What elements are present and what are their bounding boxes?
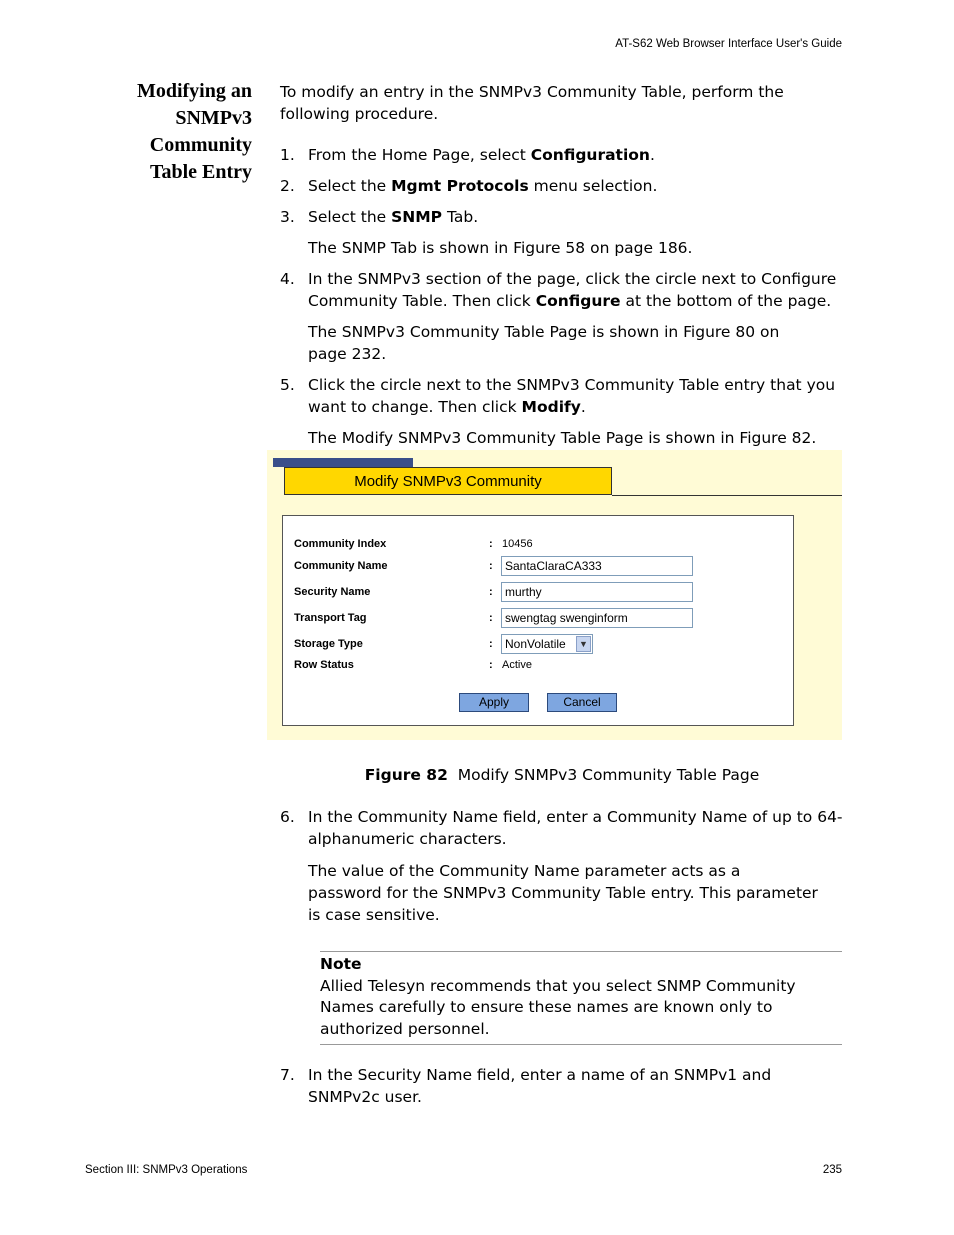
step-number: 3. <box>280 208 295 226</box>
step-4-note: The SNMPv3 Community Table Page is shown in Figure 80 on page 232. <box>308 323 780 363</box>
figure-caption: Figure 82 Modify SNMPv3 Community Table Page <box>364 766 760 784</box>
page-number: 235 <box>822 1164 842 1176</box>
step-5: Click the circle next to the SNMPv3 Community Table entry that you want to change. Then click Modify. <box>308 376 836 416</box>
step-2: Select the Mgmt Protocols menu selection. <box>308 177 658 195</box>
storage-type-value: NonVolatile <box>505 637 566 651</box>
colon: : <box>489 586 493 598</box>
chevron-down-icon[interactable]: ▼ <box>576 636 591 652</box>
running-header: AT-S62 Web Browser Interface User's Guide <box>615 38 842 50</box>
apply-button[interactable]: Apply <box>459 693 529 712</box>
section-title <box>80 78 252 186</box>
transport-tag-label: Transport Tag <box>294 612 367 624</box>
colon: : <box>489 638 493 650</box>
community-index-value: 10456 <box>502 538 533 550</box>
step-6-note: The value of the Community Name parameter acts as a password for the SNMPv3 Community Table entry. This parameter is case sensitive. <box>308 862 818 924</box>
row-status-label: Row Status <box>294 659 354 671</box>
community-name-label: Community Name <box>294 560 388 572</box>
row-status-value: Active <box>502 659 532 671</box>
tab-divider <box>612 495 842 496</box>
tab-modify-snmpv3-community[interactable]: Modify SNMPv3 Community <box>284 467 612 495</box>
transport-tag-field[interactable]: swengtag swenginform <box>501 608 693 628</box>
community-name-field[interactable]: SantaClaraCA333 <box>501 556 693 576</box>
tab-bar <box>273 458 413 467</box>
step-number: 7. <box>280 1066 295 1084</box>
step-3: Select the SNMP Tab. <box>308 208 479 226</box>
step-6: In the Community Name field, enter a Community Name of up to 64-alphanumeric characters. <box>308 808 843 848</box>
section-title-line: SNMPv3 <box>175 107 252 129</box>
community-index-label: Community Index <box>294 538 387 550</box>
note-box <box>320 951 842 1045</box>
security-name-label: Security Name <box>294 586 371 598</box>
form-panel <box>282 515 794 726</box>
colon: : <box>489 659 493 671</box>
intro-paragraph: To modify an entry in the SNMPv3 Community Table, perform the following procedure. <box>280 83 784 123</box>
step-number: 1. <box>280 146 295 164</box>
step-7: In the Security Name field, enter a name of an SNMPv1 and SNMPv2c user. <box>308 1066 772 1106</box>
colon: : <box>489 612 493 624</box>
step-number: 6. <box>280 808 295 826</box>
colon: : <box>489 560 493 572</box>
step-number: 5. <box>280 376 295 394</box>
colon: : <box>489 538 493 550</box>
step-number: 4. <box>280 270 295 288</box>
step-4: In the SNMPv3 section of the page, click the circle next to Configure Community Table. Then click Configure at the bottom of the page. <box>308 270 837 310</box>
step-number: 2. <box>280 177 295 195</box>
security-name-field[interactable]: murthy <box>501 582 693 602</box>
storage-type-select[interactable] <box>501 634 593 654</box>
step-5-note: The Modify SNMPv3 Community Table Page is shown in Figure 82. <box>308 429 817 447</box>
section-title-line: Modifying an <box>136 80 252 102</box>
cancel-button[interactable]: Cancel <box>547 693 617 712</box>
section-title-line: Table Entry <box>149 161 252 183</box>
figure-screenshot <box>267 450 842 740</box>
step-3-note: The SNMP Tab is shown in Figure 58 on page 186. <box>308 239 693 257</box>
footer-section: Section III: SNMPv3 Operations <box>85 1164 248 1176</box>
step-1: From the Home Page, select Configuration. <box>308 146 655 164</box>
note-text: Allied Telesyn recommends that you select SNMP Community Names carefully to ensure these names are known only to authorized personnel. <box>320 976 796 1038</box>
section-title-line: Community <box>149 134 252 156</box>
note-title: Note <box>320 955 362 973</box>
storage-type-label: Storage Type <box>294 638 363 650</box>
